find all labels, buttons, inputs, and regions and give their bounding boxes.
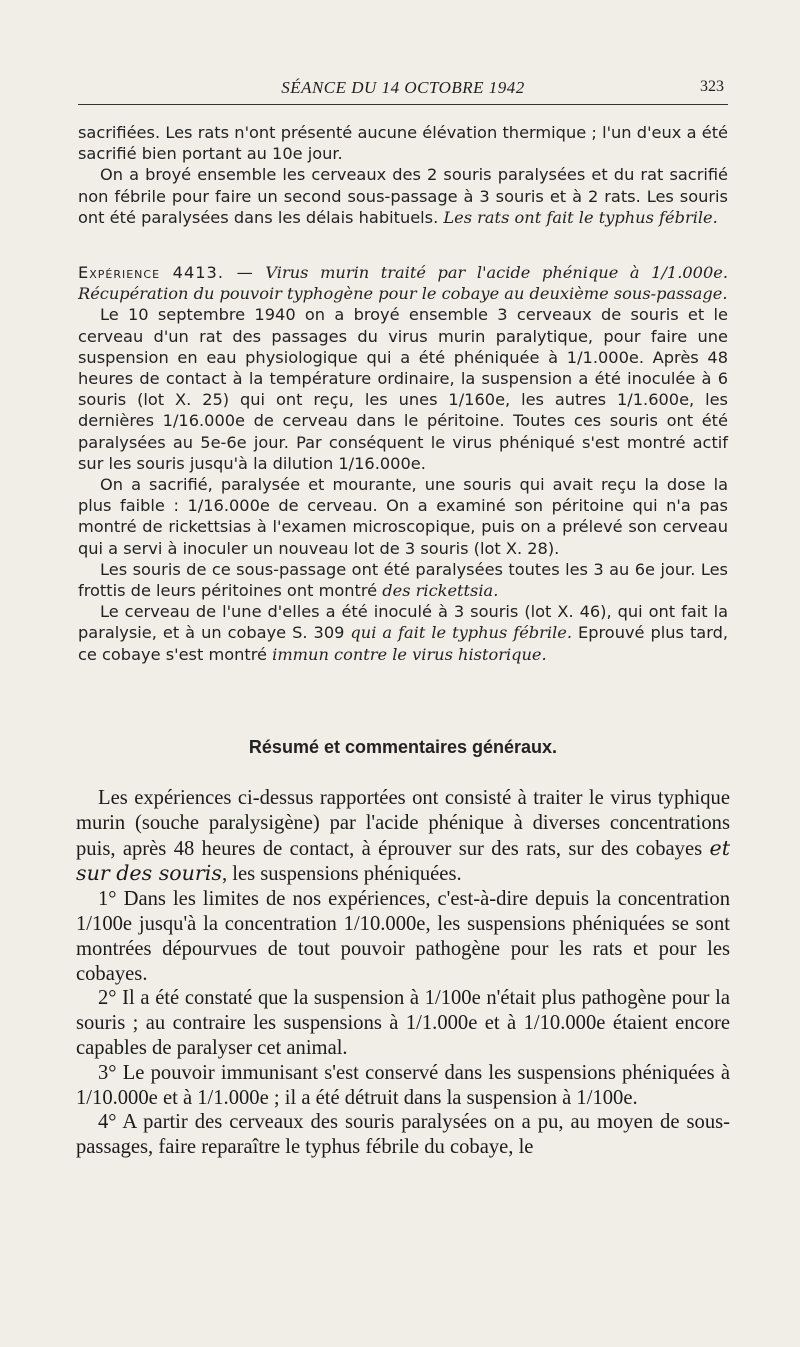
paragraph-text: Le cerveau de l'une d'elles a été inoculé à 3 souris (lot X. 46), qui ont fait la paralysie, et à un cobaye S. 309 bbox=[78, 602, 728, 643]
paragraph-text: Les expériences ci-dessus rapportées ont consisté à traiter le virus typhique murin (souche paralysigène) par l'acide phénique à diverses concentrations puis, après 48 heures de contact, à éprouver sur des rats, sur des cobayes bbox=[76, 787, 730, 860]
paragraph: 2° Il a été constaté que la suspension à 1/100e n'était plus pathogène pour la souris ; au contraire les suspensions à 1/1.000e et à 1/10.000e étaient encore capables de paralyser cet animal. bbox=[76, 987, 730, 1059]
running-header bbox=[78, 74, 728, 105]
paragraph-text: On a broyé ensemble les cerveaux des 2 souris paralysées et du rat sacrifié non fébrile pour faire un second sous-passage à 3 souris et à 2 rats. Les souris ont été paralysées dans les délais habituels. bbox=[78, 165, 728, 227]
experiment-title bbox=[78, 262, 728, 304]
paragraph: 3° Le pouvoir immunisant s'est conservé dans les suspensions phéniquées à 1/10.000e et à 1/1.000e ; il a été détruit dans la suspension à 1/100e. bbox=[76, 1061, 730, 1109]
text-block-top bbox=[78, 122, 728, 228]
page-number: 323 bbox=[700, 78, 724, 95]
summary-section bbox=[76, 786, 730, 1160]
paragraph bbox=[78, 559, 728, 601]
italic-text: immun contre le virus historique. bbox=[272, 644, 547, 664]
paragraph-text: , les suspensions phéniquées. bbox=[221, 863, 462, 886]
paragraph bbox=[78, 601, 728, 665]
paragraph: On a sacrifié, paralysée et mourante, une souris qui avait reçu la dose la plus faible : 1/16.000e de cerveau. On a examiné son péritoine qui n'a pas montré de rickettsias à l'examen microscopique, puis on a prélevé son cerveau qui a servi à inoculer un nouveau lot de 3 souris (lot X. 28). bbox=[78, 475, 728, 558]
italic-text: des rickettsia. bbox=[382, 581, 499, 601]
paragraph: 4° A partir des cerveaux des souris paralysées on a pu, au moyen de sous-passages, faire reparaître le typhus fébrile du cobaye, le bbox=[76, 1111, 730, 1159]
paragraph-text: Eprouvé plus tard, ce cobaye s'est montré bbox=[78, 623, 728, 664]
paragraph: sacrifiées. Les rats n'ont présenté aucune élévation thermique ; l'un d'eux a été sacrifié bien portant au 10e jour. bbox=[78, 123, 728, 164]
experiment-label: Expérience 4413. — bbox=[78, 263, 254, 282]
paragraph: 1° Dans les limites de nos expériences, c'est-à-dire depuis la concentration 1/100e jusqu'à la concentration 1/10.000e, les suspensions phéniquées se sont montrées dépourvues de tout pouvoir pathogène pour les rats et pour les cobayes. bbox=[76, 888, 730, 985]
italic-text: Les rats ont fait le typhus fébrile. bbox=[443, 207, 718, 227]
italic-text: et sur des souris bbox=[76, 835, 730, 886]
experiment-title-italic: Virus murin traité par l'acide phénique à 1/1.000e. Récupération du pouvoir typhogène pour le cobaye au deuxième sous-passage. bbox=[78, 263, 728, 304]
paragraph-text: Les souris de ce sous-passage ont été paralysées toutes les 3 au 6e jour. Les frottis de leurs péritoines ont montré bbox=[78, 559, 728, 601]
section-heading: Résumé et commentaires généraux. bbox=[248, 737, 558, 757]
paragraph bbox=[76, 786, 730, 887]
running-title: SÉANCE DU 14 OCTOBRE 1942 bbox=[281, 78, 525, 97]
experiment-section bbox=[78, 262, 728, 665]
italic-text: qui a fait le typhus fébrile. bbox=[350, 623, 572, 643]
paragraph bbox=[78, 164, 728, 228]
paragraph: Le 10 septembre 1940 on a broyé ensemble 3 cerveaux de souris et le cerveau d'un rat des passages du virus murin paralytique, pour faire une suspension en eau physiologique qui a été phéniquée à 1/1.000e. Après 48 heures de contact à la température ordinaire, la suspension a été inoculée à 6 souris (lot X. 25) qui ont reçu, les unes 1/160e, les autres 1/1.600e, les dernières 1/16.000e de cerveau dans le péritoine. Toutes ces souris ont été paralysées au 5e-6e jour. Par conséquent le virus phéniqué s'est montré actif sur les souris jusqu'à la dilution 1/16.000e. bbox=[78, 305, 728, 473]
